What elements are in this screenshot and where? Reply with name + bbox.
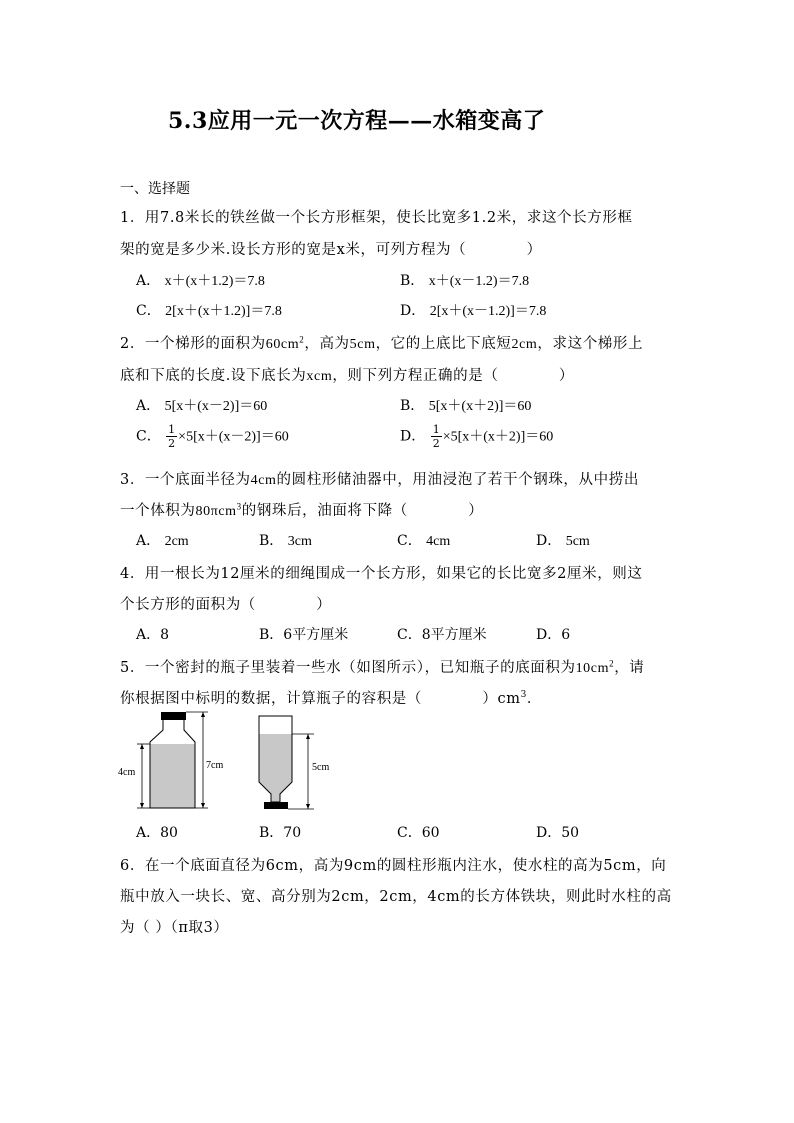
q2-option-c[interactable]: [136, 424, 289, 449]
sup-2: 2: [609, 658, 615, 669]
q1-option-c[interactable]: [136, 300, 282, 320]
option-letter: A．: [136, 273, 161, 289]
q3-option-b[interactable]: [259, 530, 312, 550]
page-title: 5.3应用一元一次方程——水箱变高了: [168, 108, 546, 134]
q2-text: ，求这个梯形上: [537, 336, 644, 352]
bottle-cap: [161, 712, 186, 720]
q2-text: ，则下列方程正确的是（ ）: [332, 368, 574, 384]
q2-option-d[interactable]: [400, 424, 553, 449]
option-letter: C．: [136, 303, 161, 319]
bottle-cap: [264, 802, 288, 809]
q3-radius: 4cm: [250, 473, 277, 488]
q2-line2: [120, 364, 574, 385]
q3-line1: [120, 468, 639, 489]
q1-line2: 架的宽是多少米.设长方形的宽是x米，可列方程为（ ）: [120, 242, 542, 258]
q2-d-expr: ×5[x＋(x＋2)]＝60: [442, 429, 554, 445]
q2-option-b[interactable]: [400, 395, 531, 415]
option-letter: B．: [400, 398, 425, 414]
q2-c-expr: ×5[x＋(x－2)]＝60: [178, 429, 289, 445]
q3-b-val: 3cm: [287, 534, 312, 549]
q1-option-b[interactable]: [400, 270, 529, 290]
q5-line2: 你根据图中标明的数据，计算瓶子的容积是（ ）$cm^3$．: [120, 690, 543, 707]
q5-line1: [120, 656, 644, 677]
q3-option-c[interactable]: [397, 530, 450, 550]
sup-2: 2: [299, 334, 305, 345]
q3-text: 一个体积为: [120, 503, 196, 519]
water-fill: [259, 734, 292, 802]
option-letter: A．: [136, 533, 161, 549]
q4-option-a[interactable]: A．8: [136, 627, 170, 643]
fraction-half: [166, 424, 177, 449]
q2-b-expr: 5[x＋(x＋2)]＝60: [428, 399, 532, 414]
q2-text: 底和下底的长度.设下底长为: [120, 368, 307, 384]
option-letter: B．: [259, 533, 284, 549]
option-letter: D．: [536, 533, 562, 549]
label-5cm: 5cm: [312, 762, 330, 773]
q4-option-c[interactable]: C．8平方厘米: [397, 627, 487, 643]
q1-a-expr: x＋(x＋1.2)＝7.8: [164, 274, 265, 289]
q3-c-val: 4cm: [426, 534, 451, 549]
label-4cm: 4cm: [118, 767, 136, 778]
q5-base-area-value: 10cm: [575, 661, 610, 676]
q1-d-expr: 2[x＋(x－1.2)]＝7.8: [429, 304, 547, 319]
q2-area-value: 60cm: [265, 337, 300, 352]
q3-text: 的圆柱形储油器中，用油浸泡了若干个钢珠，从中捞出: [276, 472, 639, 488]
q2-area: [265, 334, 305, 352]
q6-line1: 6．在一个底面直径为6cm，高为9cm的圆柱形瓶内注水，使水柱的高为5cm，向: [120, 858, 667, 874]
q5-text: 你根据图中标明的数据，计算瓶子的容积是（ ）cm: [120, 691, 521, 707]
q1-option-a[interactable]: [136, 270, 265, 290]
q2-var: xcm: [306, 369, 333, 384]
section-heading: 一、选择题: [120, 181, 190, 197]
q5-option-c[interactable]: C．60: [397, 825, 440, 841]
q3-d-val: 5cm: [565, 534, 590, 549]
q2-diff: 2cm: [511, 337, 538, 352]
q4-option-d[interactable]: D．6: [536, 627, 571, 643]
frac-den: 2: [432, 437, 440, 450]
label-7cm: 7cm: [206, 760, 224, 771]
option-letter: D．: [400, 428, 426, 445]
frac-den: 2: [168, 437, 176, 450]
q4-line2: 个长方形的面积为（ ）: [120, 597, 332, 613]
q6-line2: 瓶中放入一块长、宽、高分别为2cm，2cm，4cm的长方体铁块，则此时水柱的高: [120, 889, 672, 905]
sup-3: 3: [520, 690, 527, 701]
q3-line2: [120, 499, 483, 520]
q3-volume-value: 80πcm: [195, 504, 237, 519]
q5-option-b[interactable]: B．70: [259, 825, 302, 841]
q3-option-d[interactable]: [536, 530, 590, 550]
q2-height: 5cm: [349, 337, 376, 352]
sup-3: 3: [236, 501, 242, 512]
q4-line1: 4．用一根长为12厘米的细绳围成一个长方形，如果它的长比宽多2厘米，则这: [120, 566, 643, 582]
frac-num: 1: [168, 423, 176, 436]
q2-option-a[interactable]: [136, 395, 267, 415]
q3-volume: [195, 501, 242, 519]
q3-option-a[interactable]: [136, 530, 189, 550]
q5-base-area: [575, 658, 615, 676]
frac-num: 1: [432, 423, 440, 436]
option-letter: B．: [400, 273, 425, 289]
q2-a-expr: 5[x＋(x－2)]＝60: [164, 399, 268, 414]
q6-line3: 为（ ）（π取3）: [120, 920, 229, 936]
q2-text: ，高为: [304, 336, 350, 352]
fraction-half: [431, 424, 442, 449]
q2-text: ，它的上底比下底短: [375, 336, 512, 352]
option-letter: D．: [400, 303, 426, 319]
q5-text: ，请: [614, 660, 645, 676]
q4-option-b[interactable]: B．6平方厘米: [259, 627, 349, 643]
q2-text: 2．一个梯形的面积为: [120, 336, 266, 352]
q5-option-d[interactable]: D．50: [536, 825, 580, 841]
q3-a-val: 2cm: [164, 534, 189, 549]
q3-text: 3．一个底面半径为: [120, 472, 251, 488]
q2-line1: [120, 332, 643, 353]
q3-text: 的钢珠后，油面将下降（ ）: [241, 503, 484, 519]
q1-c-expr: 2[x＋(x＋1.2)]＝7.8: [165, 304, 282, 319]
option-letter: A．: [136, 398, 161, 414]
q1-b-expr: x＋(x－1.2)＝7.8: [428, 274, 530, 289]
option-letter: C．: [136, 428, 161, 445]
q1-option-d[interactable]: [400, 300, 546, 320]
option-letter: C．: [397, 533, 422, 549]
q5-option-a[interactable]: A．80: [136, 825, 178, 841]
q1-line1: 1．用7.8米长的铁丝做一个长方形框架，使长比宽多1.2米，求这个长方形框: [120, 210, 633, 226]
water-fill: [150, 744, 195, 808]
q5-text: 5．一个密封的瓶子里装着一些水（如图所示），已知瓶子的底面积为: [120, 660, 576, 676]
